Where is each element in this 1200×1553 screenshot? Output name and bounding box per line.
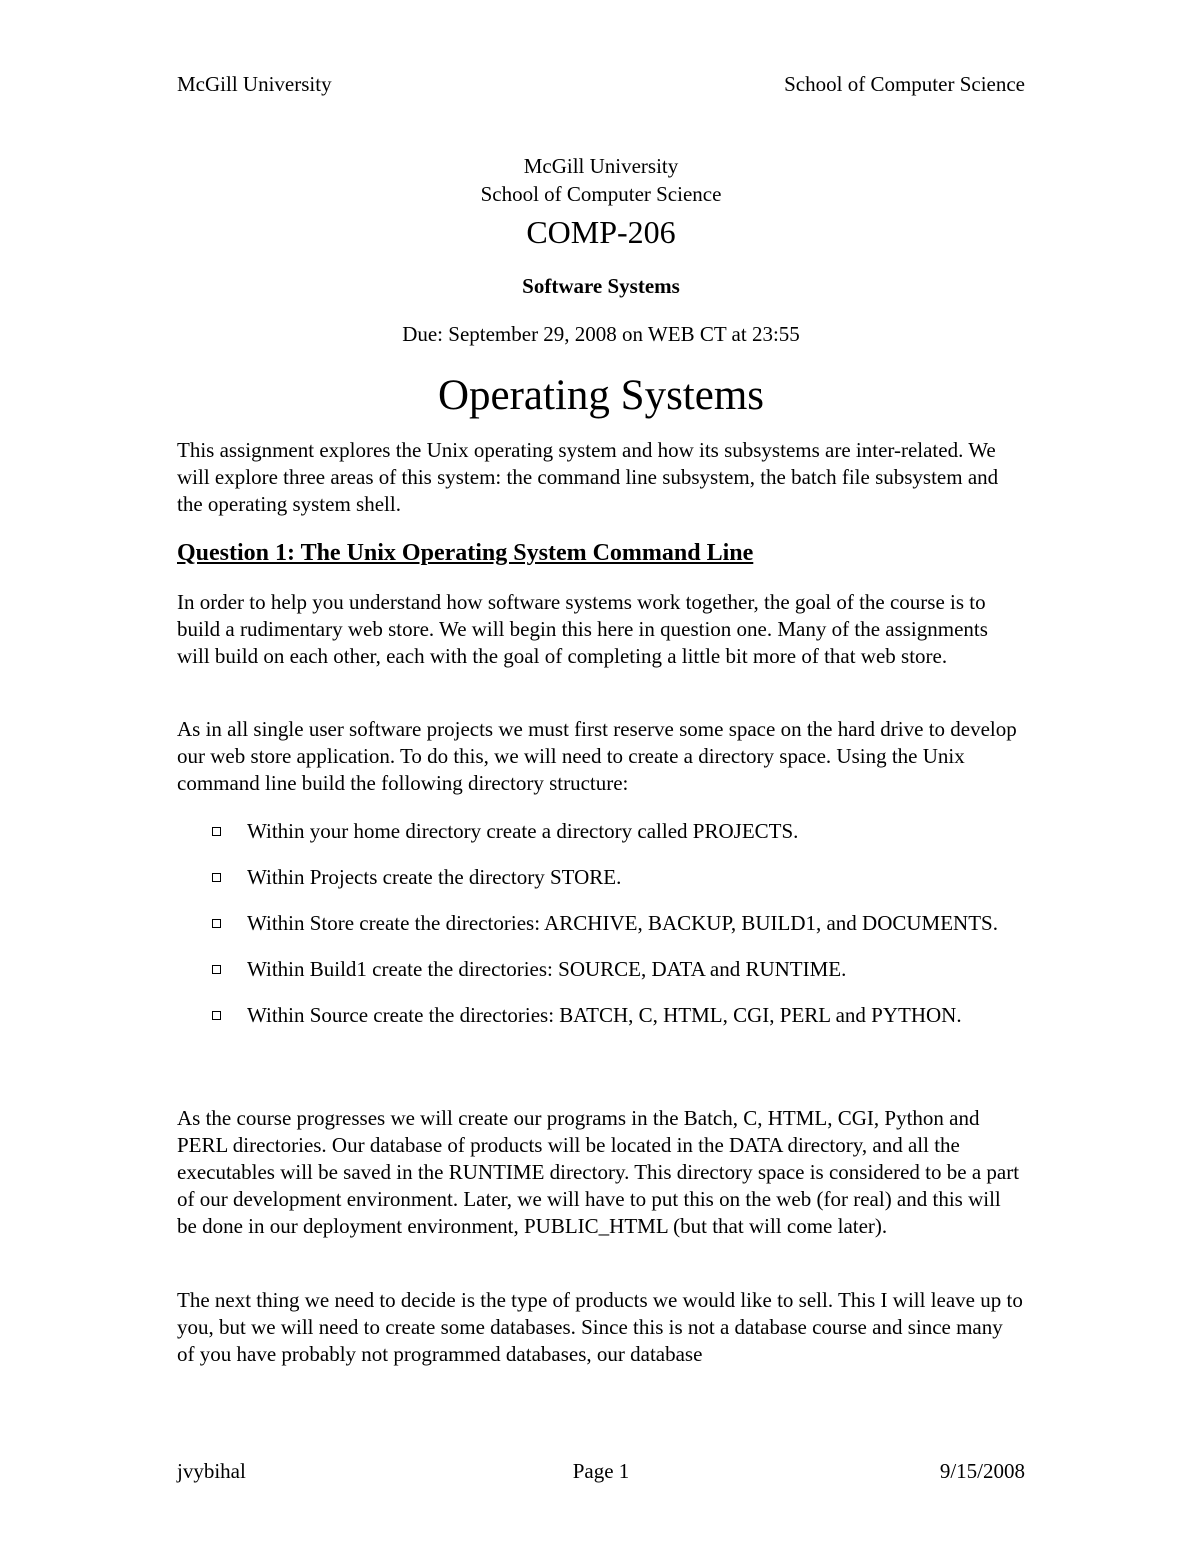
- list-item-text: Within Projects create the directory STORE.: [247, 865, 622, 889]
- footer-author: jvybihal: [177, 1459, 246, 1483]
- question-1-paragraph-3: As the course progresses we will create our programs in the Batch, C, HTML, CGI, Python and PERL directories. Our database of products will be located in the DATA directory, and all the executables will be saved in the RUNTIME directory. This directory space is considered to be a part of our development environment. Later, we will have to put this on the web (for real) and this will be done in our deployment environment, PUBLIC_HTML (but that will come later).: [177, 1106, 1020, 1238]
- square-bullet-icon: [212, 1011, 221, 1020]
- list-item-text: Within your home directory create a directory called PROJECTS.: [247, 819, 799, 843]
- university-name: McGill University: [523, 154, 679, 178]
- square-bullet-icon: [212, 827, 221, 836]
- document-title: Operating Systems: [437, 372, 765, 419]
- question-1-paragraph-4: The next thing we need to decide is the type of products we would like to sell. This I will leave up to you, but we will need to create some databases. Since this is not a database course and since many of you have probably not programmed databases, our database: [177, 1288, 1023, 1366]
- directory-structure-list: [177, 818, 1025, 1048]
- school-name: School of Computer Science: [480, 182, 722, 206]
- square-bullet-icon: [212, 919, 221, 928]
- list-item-text: Within Source create the directories: BATCH, C, HTML, CGI, PERL and PYTHON.: [247, 1003, 962, 1027]
- header-right: School of Computer Science: [784, 72, 1025, 96]
- question-1-paragraph-1: In order to help you understand how software systems work together, the goal of the course is to build a rudimentary web store. We will begin this here in question one. Many of the assignments will build on each other, each with the goal of completing a little bit more of that web store.: [177, 590, 988, 668]
- list-item: [177, 910, 1025, 937]
- list-item: [177, 818, 1025, 845]
- question-1-paragraph-2: As in all single user software projects we must first reserve some space on the hard drive to develop our web store application. To do this, we will need to create a directory space. Using the Unix command line build the following directory structure:: [177, 717, 1017, 795]
- title-block: [177, 152, 1025, 422]
- square-bullet-icon: [212, 873, 221, 882]
- due-date: Due: September 29, 2008 on WEB CT at 23:55: [402, 322, 800, 346]
- footer-page-number: Page 1: [572, 1459, 630, 1483]
- list-item: [177, 1002, 1025, 1029]
- list-item: [177, 956, 1025, 983]
- list-item-text: Within Build1 create the directories: SOURCE, DATA and RUNTIME.: [247, 957, 847, 981]
- intro-paragraph: This assignment explores the Unix operating system and how its subsystems are inter-related. We will explore three areas of this system: the command line subsystem, the batch file subsystem and the operating system shell.: [177, 438, 999, 516]
- header-left: McGill University: [177, 72, 332, 96]
- list-item-text: Within Store create the directories: ARCHIVE, BACKUP, BUILD1, and DOCUMENTS.: [247, 911, 998, 935]
- footer-date: 9/15/2008: [939, 1459, 1025, 1483]
- question-1-heading: Question 1: The Unix Operating System Command Line: [177, 540, 754, 566]
- square-bullet-icon: [212, 965, 221, 974]
- course-code: COMP-206: [526, 214, 676, 250]
- course-name: Software Systems: [522, 274, 680, 298]
- list-item: [177, 864, 1025, 891]
